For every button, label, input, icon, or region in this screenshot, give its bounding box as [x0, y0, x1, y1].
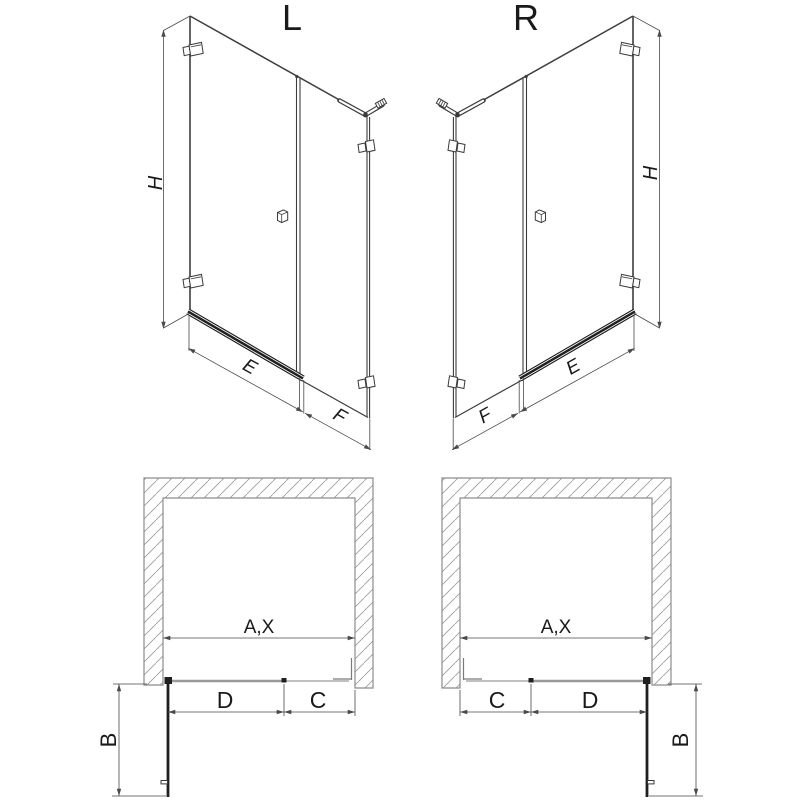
dim-height-label-right: H	[640, 165, 662, 181]
dim-opening-label-left: A,X	[243, 617, 275, 638]
dim-door-span-label-left: D	[216, 687, 234, 713]
dim-door-width-label-left: E	[239, 354, 261, 380]
dim-opening-label-right: A,X	[540, 617, 572, 638]
dim-door-projection-label-left: B	[96, 732, 121, 748]
dim-height-label-left: H	[145, 175, 167, 191]
variant-left-label: L	[281, 0, 303, 38]
elevation-left-drawing	[161, 16, 386, 452]
dim-fixed-span-label-left: C	[309, 687, 327, 713]
dim-fixed-span-label-right: C	[488, 687, 506, 713]
dim-door-width-label-right: E	[562, 354, 584, 380]
plan-left-walls	[144, 478, 373, 688]
dim-side-panel-label-left: F	[329, 404, 350, 429]
elevation-right-drawing	[436, 16, 661, 452]
plan-right-walls	[442, 478, 671, 688]
dim-door-projection-label-right: B	[668, 732, 693, 748]
variant-right-label: R	[513, 0, 539, 38]
dim-side-panel-label-right: F	[475, 404, 496, 429]
dim-door-span-label-right: D	[581, 687, 599, 713]
